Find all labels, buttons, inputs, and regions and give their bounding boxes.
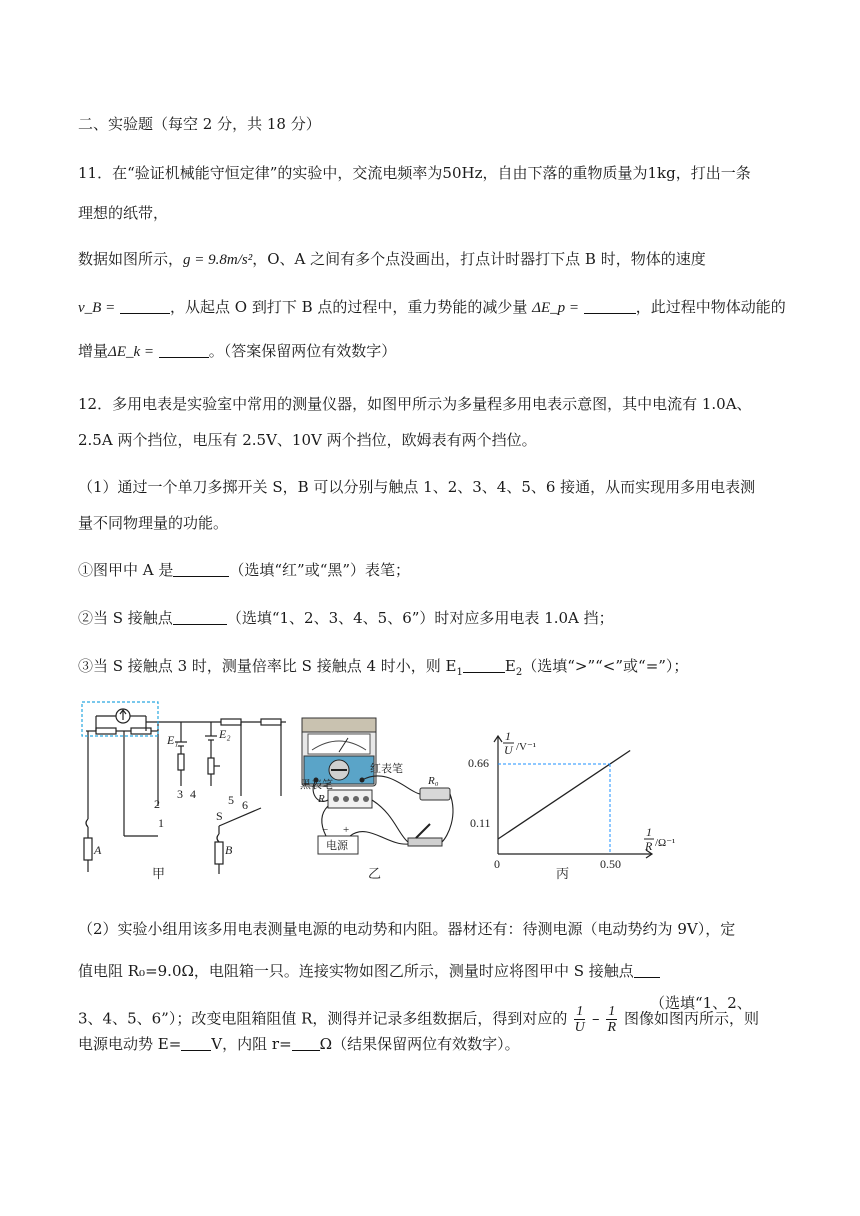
label-red-probe: 红表笔 (370, 763, 403, 775)
q11-line4 (78, 296, 786, 317)
q11-line4-c: ，此过程中物体动能的 (635, 298, 786, 316)
xlabel-unit: /Ω⁻¹ (655, 837, 676, 849)
ylabel-denominator: U (504, 743, 513, 757)
contact-1: 1 (158, 816, 164, 830)
p2-line4-a: 电源电动势 E= (78, 1035, 182, 1053)
figure-yi-apparatus (298, 696, 460, 886)
q12-item1 (78, 559, 410, 580)
p2-line4-c: Ω（结果保留两位有效数字）。 (319, 1035, 520, 1053)
ylabel-numerator: 1 (505, 729, 511, 743)
caption-yi: 乙 (368, 866, 382, 881)
answer-blank-compare[interactable] (463, 658, 505, 673)
answer-blank-emf[interactable] (181, 1036, 211, 1051)
gravity-value: g = 9.8m/s² (183, 252, 253, 268)
tick-y-high: 0.66 (468, 756, 489, 770)
label-plus: + (343, 824, 350, 836)
q12-p2-line1: （2）实验小组用该多用电表测量电源的电动势和内阻。器材还有：待测电源（电动势约为 9V），定 (78, 920, 736, 938)
q12-line1: 12．多用电表是实验室中常用的测量仪器，如图甲所示为多量程多用电表示意图，其中电流有 1.0A、 (78, 395, 752, 413)
q12-p2-line3-row: 3、4、5、6”）；改变电阻箱阻值 R，测得并记录多组数据后，得到对应的 $\frac{1}{U}$ – $\frac{1}{R}$ 图像如图丙所示，则 (78, 1004, 760, 1035)
answer-blank-probe[interactable] (173, 562, 229, 577)
contact-2: 2 (154, 797, 160, 811)
figure-jia-circuit (76, 696, 298, 886)
contact-3: 3 (177, 787, 183, 801)
tick-x: 0.50 (600, 857, 621, 871)
vb-label: v_B = (78, 300, 116, 316)
p2-line3-b: 3、4、5、6”）；改变电阻箱阻值 R，测得并记录多组数据后，得到对应的 (78, 1009, 568, 1028)
q11-line5-a: 增量 (78, 342, 109, 360)
item3-b: E (504, 657, 516, 675)
q11-line5 (78, 340, 396, 361)
label-probe-a: A (94, 843, 102, 857)
q12-line2: 2.5A 两个挡位，电压有 2.5V、10V 两个挡位，欧姆表有两个挡位。 (78, 431, 537, 449)
label-probe-b: B (225, 843, 233, 857)
p2-line3-c: 图像如图丙所示，则 (624, 1009, 760, 1028)
q12-p2-line4 (78, 1033, 520, 1054)
p2-line4-b: V，内阻 r= (211, 1035, 292, 1053)
q12-item3: ③当 S 接触点 3 时，测量倍率比 S 接触点 4 时小，则 $E_1$ $E_2$（选填“>”“<”或“=”）； (78, 657, 689, 678)
answer-blank-ep[interactable] (584, 299, 636, 314)
q12-p2-line2-tail: （选填“1、2、 (650, 994, 752, 1012)
item2-a: ②当 S 接触点 (78, 609, 173, 627)
contact-4: 4 (190, 787, 196, 801)
label-e2: E₂ (219, 727, 231, 741)
p2-line2-text: 值电阻 R₀=9.0Ω，电阻箱一只。连接实物如图乙所示，测量时应将图甲中 S 接触点 (78, 962, 634, 980)
fraction-1-over-u: $\frac{1}{U}$ (574, 1004, 585, 1035)
label-resistance-box: R (318, 793, 325, 805)
q11-line4-b: ，从起点 O 到打下 B 点的过程中，重力势能的减少量 (169, 298, 528, 316)
label-black-probe: 黑表笔 (300, 779, 333, 791)
q11-line5-b: 。（答案保留两位有效数字） (208, 342, 397, 360)
label-power: 电源 (326, 840, 348, 852)
ylabel-unit: /V⁻¹ (516, 741, 537, 753)
answer-blank-s-contact[interactable] (634, 963, 660, 978)
contact-6: 6 (242, 798, 248, 812)
q11-line3-a: 数据如图所示， (78, 250, 184, 268)
delta-ek-label: ΔE_k = (108, 344, 155, 360)
q11-line3 (78, 248, 706, 269)
answer-blank-resistance[interactable] (292, 1036, 320, 1051)
item2-b: （选填“1、2、3、4、5、6”）时对应多用电表 1.0A 挡； (226, 609, 614, 627)
label-r0: R₀ (428, 775, 439, 787)
answer-blank-ek[interactable] (159, 343, 209, 358)
q11-line2: 理想的纸带， (78, 204, 169, 222)
xlabel-denominator: R (645, 839, 653, 853)
tick-y-low: 0.11 (470, 816, 491, 830)
q12-p2-line2 (78, 960, 660, 981)
tick-origin: 0 (494, 857, 500, 871)
label-switch-s: S (216, 809, 223, 823)
caption-bing: 丙 (556, 866, 570, 881)
q12-p1-line1: （1）通过一个单刀多掷开关 S，B 可以分别与触点 1、2、3、4、5、6 接通，从而实现用多用电表测 (78, 478, 756, 496)
item1-a: ①图甲中 A 是 (78, 561, 174, 579)
fraction-1-over-r: $\frac{1}{R}$ (607, 1004, 617, 1035)
q11-line1: 11．在“验证机械能守恒定律”的实验中，交流电频率为50Hz，自由下落的重物质量为1kg，打出一条 (78, 164, 751, 182)
item3-a: ③当 S 接触点 3 时，测量倍率比 S 接触点 4 时小，则 E (78, 657, 457, 675)
answer-blank-vb[interactable] (120, 299, 170, 314)
section-title: 二、实验题（每空 2 分，共 18 分） (78, 115, 321, 133)
q12-item2 (78, 607, 614, 628)
delta-ep-label: ΔE_p = (532, 300, 580, 316)
contact-5: 5 (228, 793, 234, 807)
item3-c: （选填“>”“<”或“=”）； (522, 657, 689, 675)
figure-bing-graph (460, 696, 690, 886)
xlabel-numerator: 1 (646, 825, 652, 839)
q11-line3-b: ，O、A 之间有多个点没画出，打点计时器打下点 B 时，物体的速度 (252, 250, 706, 268)
caption-jia: 甲 (152, 866, 166, 881)
q12-p1-line2: 量不同物理量的功能。 (78, 514, 229, 532)
answer-blank-contact[interactable] (173, 610, 227, 625)
label-minus: − (322, 824, 329, 836)
label-e1: E₁ (167, 733, 179, 747)
item1-b: （选填“红”或“黑”）表笔； (229, 561, 411, 579)
